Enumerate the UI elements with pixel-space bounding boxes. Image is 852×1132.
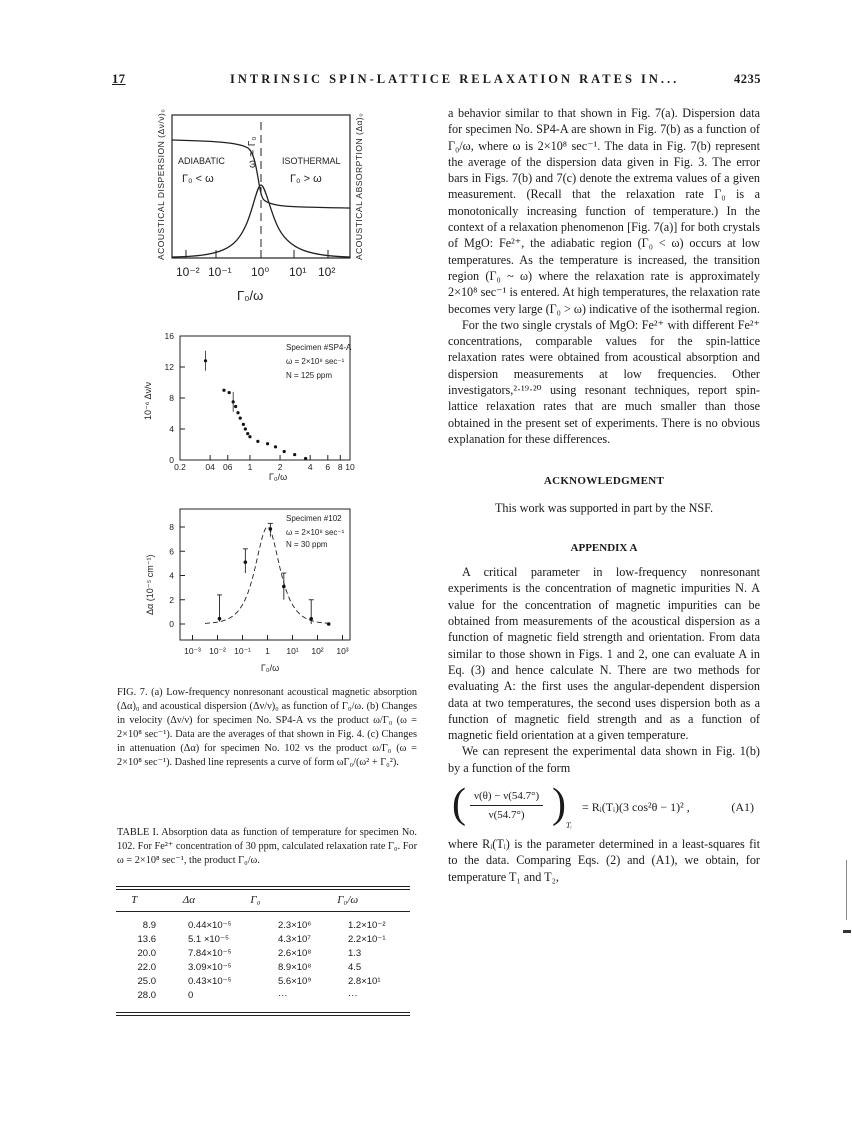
chart-b-y-tick-label: 0 (169, 455, 174, 465)
equation-label: (A1) (731, 799, 754, 814)
fig-a-right-axis-label: ACOUSTICAL ABSORPTION (Δα)₀ (354, 112, 364, 260)
equation-denominator: ν(54.7°) (488, 809, 525, 822)
chart-b-point (234, 405, 237, 408)
chart-b-x-tick-label: 06 (223, 462, 233, 472)
chart-c-x-tick-label: 10³ (336, 646, 349, 656)
cell-gamma-omega: 1.3 (348, 947, 362, 959)
cell-gamma-omega: 4.5 (348, 961, 362, 973)
regime-isothermal-cond: Γ₀ > ω (290, 173, 322, 185)
regime-isothermal: ISOTHERMAL (282, 156, 341, 166)
table-header-row (116, 890, 410, 911)
appendix-heading: APPENDIX A (570, 541, 638, 554)
cell-gamma: 5.6×10⁹ (278, 975, 312, 987)
scan-edge-mark (843, 930, 851, 933)
fig-a-tick-3: 10¹ (289, 265, 307, 279)
chart-c-legend-2: ω = 2×10⁸ sec⁻¹ (286, 528, 345, 537)
table-row (116, 974, 410, 988)
regime-adiabatic: ADIABATIC (178, 156, 225, 166)
chart-c-y-tick-label: 2 (169, 594, 174, 605)
table-row (116, 946, 410, 960)
chart-b-x-tick-label: 04 (205, 462, 215, 472)
chart-b-point (222, 389, 225, 392)
chart-b-point (204, 359, 207, 362)
cell-t: 8.9 (142, 919, 156, 931)
chart-b-y-tick-label: 4 (169, 424, 174, 434)
regime-adiabatic-cond: Γ₀ < ω (182, 173, 214, 185)
chart-b-point (283, 450, 286, 453)
chart-c-y-tick-label: 6 (169, 546, 174, 557)
chart-b-point (256, 440, 259, 443)
scan-edge-line (846, 860, 847, 920)
chart-b-x-tick-label: 6 (325, 462, 331, 472)
table-row (116, 988, 410, 1002)
cell-dalpha: 0.44×10⁻⁵ (188, 919, 232, 931)
table-row (116, 932, 410, 946)
cell-t: 20.0 (137, 947, 156, 959)
equation-paren-left: ( (452, 780, 466, 827)
figure-7c (140, 505, 380, 685)
fig-a-center-label: ω ≃ Γ₀ (247, 136, 258, 168)
cell-gamma: 2.6×10⁸ (278, 947, 312, 959)
table-row (116, 918, 410, 932)
chart-b-point (246, 432, 249, 435)
chart-c-point (309, 617, 313, 621)
chart-c-y-tick-label: 0 (169, 619, 174, 629)
acknowledgment-text: This work was supported in part by the NSF. (494, 500, 714, 515)
chart-b-point (232, 400, 235, 403)
paragraph-3: A critical parameter in low-frequency nonresonant experiments is the concentration of magnetic impurities N. A value for the concentration of magnetic impurities can be obtained from measurements of the acoustical dispersion as a function of magnetic field strength and orientation. From data similar to those shown in Figs. 1 and 2, one can evaluate A in Eq. (3) and hence calculate N. There are two methods for evaluating A: the first uses the angular-dependent dispersion data at two temperatures, the second uses dispersion both as a function of magnetic field strength and as a function of magnetic field orientation at a given temperature. (448, 565, 760, 743)
cell-gamma-omega: 1.2×10⁻² (348, 919, 386, 931)
chart-b-point (304, 457, 307, 460)
figure-7a-plot (150, 110, 390, 310)
chart-c-legend-1: Specimen #102 (286, 514, 342, 523)
chart-b-x-tick-label: 2 (277, 462, 283, 472)
table-mid-rule (116, 911, 410, 912)
chart-c-point (244, 560, 248, 564)
chart-b-y-tick-label: 12 (164, 362, 174, 372)
th-t: T (131, 894, 138, 906)
cell-t: 28.0 (137, 989, 156, 1001)
paragraph-1: a behavior similar to that shown in Fig. 7(a). Dispersion data for specimen No. SP4-A are shown in Fig. 7(b) as a function of Γ₀/ω, where ω is 2×10⁸ sec⁻¹. The data in Fig. 7(b) represent the average of the dispersion data given in Fig. 3. The error bars in Figs. 7(b) and 7(c) denote the extrema values of a given measurement. (Recall that the relaxation rate Γ₀ is a monotonically increasing function of temperature.) In the context of a relaxation phenomenon [Fig. 7(a)] for both crystals of MgO: Fe²⁺, the adiabatic region (Γ₀ < ω) occurs at low temperatures. As the temperature is increased, the transition region (Γ₀ ~ ω) where the relaxation rate is approximately 2×10⁸ sec⁻¹ is entered. At high temperatures, the relaxation rate becomes very large (Γ₀ > ω) indicative of the isothermal region. (448, 106, 760, 316)
chart-c-ylabel: Δα (10⁻⁵ cm⁻¹) (145, 554, 155, 615)
cell-dalpha: 3.09×10⁻⁵ (188, 961, 232, 973)
chart-b-y-tick-label: 8 (169, 393, 174, 403)
cell-gamma-omega: ··· (348, 989, 358, 1001)
equation-subscript: Tᵢ (566, 820, 572, 830)
chart-b-point (236, 411, 239, 414)
table-1-body (116, 918, 410, 1002)
chart-b-legend-3: N = 125 ppm (286, 371, 333, 380)
chart-b-legend-1: Specimen #SP4-A (286, 343, 352, 352)
table-bottom-rule (116, 1012, 410, 1016)
cell-t: 13.6 (137, 933, 156, 945)
cell-dalpha: 5.1 ×10⁻⁵ (188, 933, 229, 945)
fig-a-tick-1: 10⁻¹ (208, 265, 232, 279)
chart-b-y-tick-label: 16 (164, 331, 174, 341)
cell-gamma-omega: 2.2×10⁻¹ (348, 933, 386, 945)
chart-b-x-tick-label: 4 (307, 462, 313, 472)
th-gamma-omega: Γ₀/ω (337, 894, 359, 906)
th-gamma: Γ₀ (250, 894, 261, 906)
equation-numerator: ν(θ) − ν(54.7°) (470, 788, 543, 806)
chart-b-x-tick-label: 10 (345, 462, 355, 472)
table-row (116, 960, 410, 974)
chart-b-x-tick-label: 0.2 (174, 462, 186, 472)
chart-b-point (242, 423, 245, 426)
cell-gamma: 2.3×10⁶ (278, 919, 312, 931)
cell-dalpha: 7.84×10⁻⁵ (188, 947, 232, 959)
chart-c-x-tick-label: 10² (311, 646, 324, 656)
fig-a-left-axis-label: ACOUSTICAL DISPERSION (Δν/ν)₀ (156, 108, 166, 260)
chart-b-point (248, 435, 251, 438)
chart-c-y-tick-label: 8 (169, 522, 174, 532)
chart-b-x-tick-label: 8 (337, 462, 343, 472)
figure-7a (150, 110, 390, 310)
chart-c-point (269, 527, 273, 531)
figure-7b (140, 330, 380, 485)
cell-gamma: 4.3×10⁷ (278, 933, 311, 945)
cell-gamma: 8.9×10⁸ (278, 961, 312, 973)
equation-rhs: = Rᵢ(Tᵢ)(3 cos²θ − 1)² , (582, 799, 690, 814)
fig-a-tick-0: 10⁻² (176, 265, 200, 279)
page-number-right: 4235 (734, 72, 761, 86)
chart-b-point (266, 442, 269, 445)
cell-t: 25.0 (137, 975, 156, 987)
chart-c-x-tick-label: 10⁻¹ (234, 646, 251, 656)
figure-caption-text: FIG. 7. (a) Low-frequency nonresonant acoustical magnetic absorption (Δα)₀ and acoustical dispersion (Δν/ν)₀ as function of Γ₀/ω. (b) Changes in velocity (Δν/ν) for specimen No. SP4-A vs the product ω/Γ₀ (ω = 2×10⁸ sec⁻¹). Data are the averages of that shown in Fig. 4. (c) Changes in attenuation (Δα) for specimen No. 102 vs the product ω/Γ₀ (ω = 2×10⁸ sec⁻¹). Dashed line represents a curve of form ωΓ₀/(ω² + Γ₀²). (117, 687, 417, 768)
cell-t: 22.0 (137, 961, 156, 973)
th-dalpha: Δα (182, 894, 196, 906)
figure-caption (117, 686, 417, 770)
running-title: INTRINSIC SPIN-LATTICE RELAXATION RATES IN... (230, 72, 680, 86)
cell-gamma-omega: 2.8×10¹ (348, 975, 381, 987)
chart-c-x-tick-label: 10⁻³ (184, 646, 201, 656)
chart-c-xlabel: Γ₀/ω (260, 663, 280, 673)
chart-c (140, 505, 380, 685)
chart-b-point (239, 417, 242, 420)
chart-c-x-tick-label: 10⁻² (209, 646, 226, 656)
paragraph-4: We can represent the experimental data shown in Fig. 1(b) by a function of the form (448, 744, 760, 775)
chart-b-legend-2: ω = 2×10⁸ sec⁻¹ (286, 357, 345, 366)
cell-dalpha: 0 (188, 989, 194, 1001)
chart-b-point (293, 453, 296, 456)
right-column (448, 105, 760, 885)
chart-c-x-tick-label: 10¹ (286, 646, 299, 656)
chart-b-point (274, 445, 277, 448)
equation-fraction (470, 788, 543, 824)
chart-c-legend-3: N = 30 ppm (286, 540, 328, 549)
paragraph-2: For the two single crystals of MgO: Fe²⁺ with different Fe²⁺ concentrations, comparable values for the spin-lattice relaxation rates were obtained from acoustical absorption and dispersion measurements at low frequencies. Other investigators,²·¹⁹·²⁰ using resonant techniques, report spin-lattice relaxation rates that are much smaller than those obtained in the present set of experiments. There is no obvious explanation for these differences. (448, 317, 760, 446)
chart-b-xlabel: Γ₀/ω (268, 472, 288, 482)
table-1 (116, 886, 410, 1016)
chart-c-x-tick-label: 1 (265, 646, 270, 656)
chart-b-point (244, 427, 247, 430)
chart-c-point (327, 622, 331, 626)
equation-a1 (448, 780, 760, 830)
chart-b (140, 330, 380, 485)
acknowledgment-heading: ACKNOWLEDGMENT (543, 475, 665, 488)
chart-c-y-tick-label: 4 (169, 570, 174, 581)
chart-b-ylabel: 10⁻⁶ Δν/ν (143, 382, 153, 420)
chart-b-point (228, 391, 231, 394)
cell-gamma: ··· (278, 989, 288, 1001)
chart-b-x-tick-label: 1 (247, 462, 253, 472)
table-1-grid (116, 890, 410, 911)
table-caption (117, 826, 417, 868)
chart-c-point (218, 617, 222, 621)
equation-paren-right: ) (552, 780, 566, 827)
cell-dalpha: 0.43×10⁻⁵ (188, 975, 232, 987)
fig-a-tick-4: 10² (318, 265, 336, 279)
table-caption-text: TABLE I. Absorption data as function of temperature for specimen No. 102. For Fe²⁺ concentration of 30 ppm, calculated relaxation rate Γ₀. For ω = 2×10⁸ sec⁻¹, the product Γ₀/ω. (117, 827, 417, 866)
paragraph-5: where Rᵢ(Tᵢ) is the parameter determined in a least-squares fit to the data. Comparing Eqs. (2) and (A1), we obtain, for temperature T₁ and T₂, (448, 836, 760, 884)
chart-c-point (282, 585, 286, 589)
fig-a-tick-2: 10⁰ (251, 265, 270, 279)
page-number-left: 17 (112, 72, 126, 86)
fig-a-xlabel: Γ₀/ω (237, 288, 264, 303)
